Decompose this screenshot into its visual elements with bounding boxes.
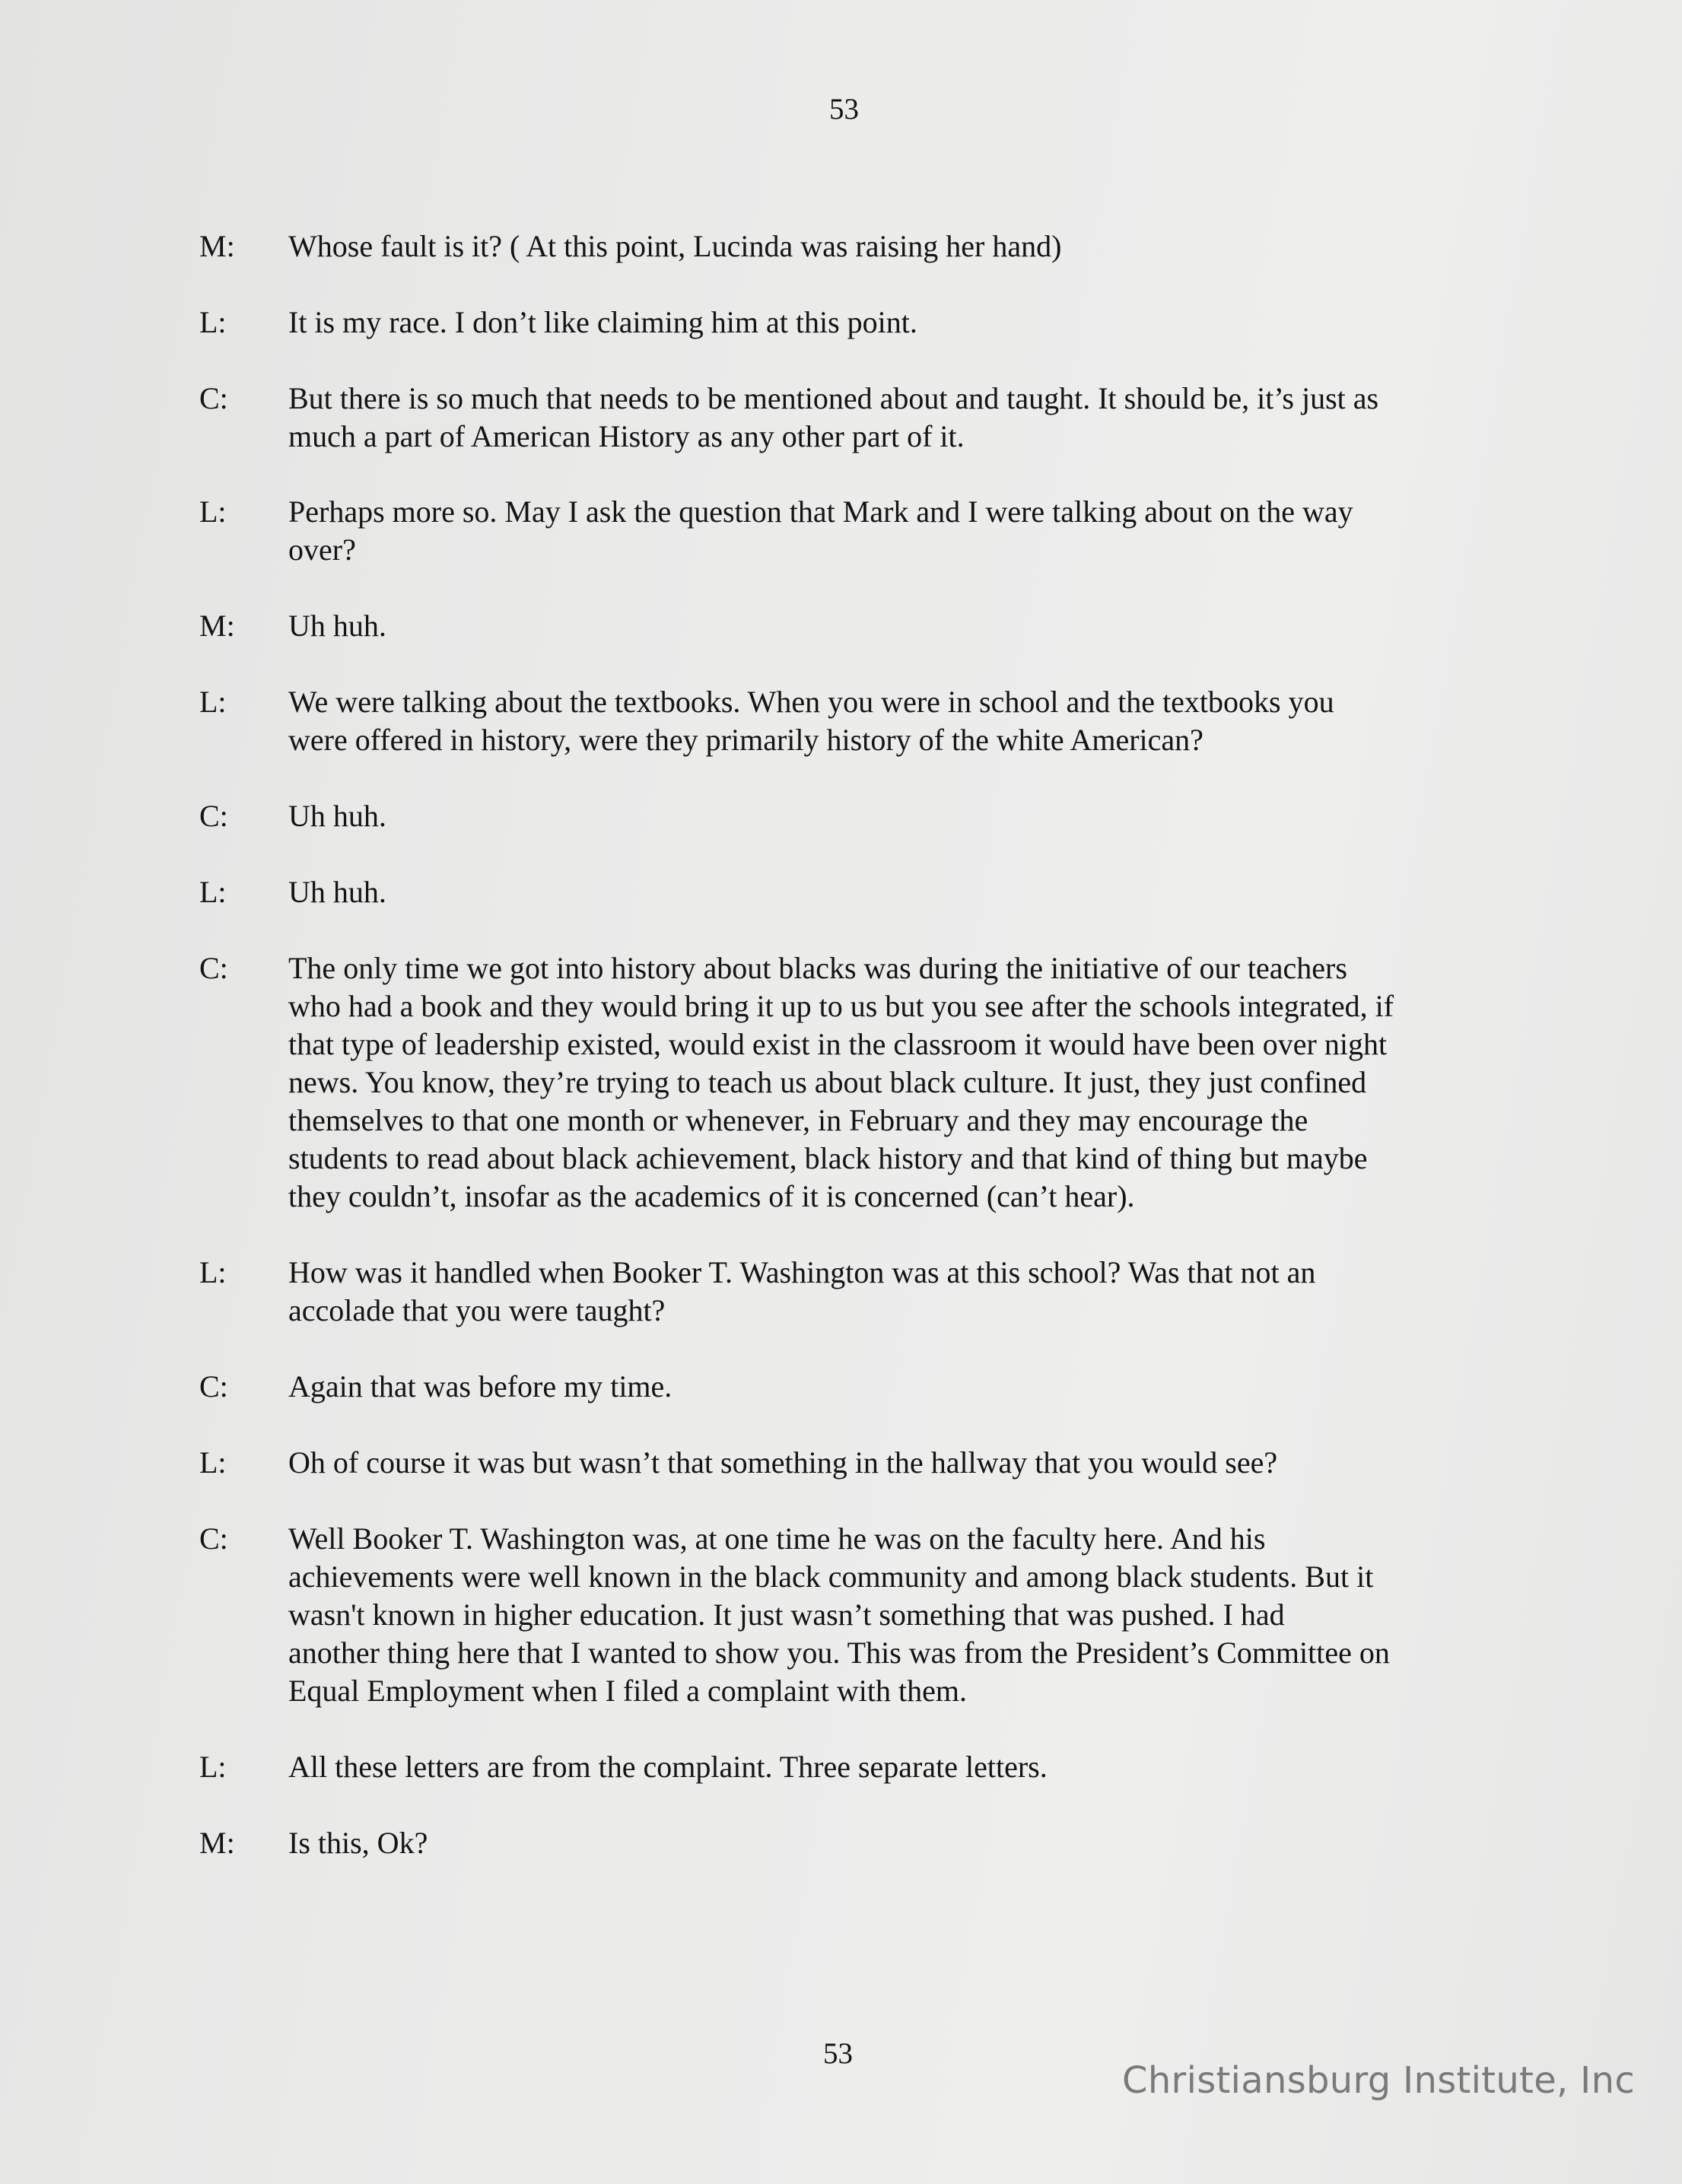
speaker-label: L: (199, 875, 227, 909)
utterance-line: wasn't known in higher education. It just wasn’t something that was pushed. I had (288, 1597, 1285, 1632)
utterance-text (288, 949, 1506, 1216)
transcript-entry (199, 304, 1508, 342)
utterance-text (288, 304, 1506, 342)
utterance-line: Uh huh. (288, 609, 386, 643)
utterance-line: We were talking about the textbooks. When you were in school and the textbooks you (288, 685, 1334, 719)
utterance-text (288, 1444, 1506, 1482)
utterance-line: Again that was before my time. (288, 1369, 672, 1404)
utterance-line: Well Booker T. Washington was, at one time he was on the faculty here. And his (288, 1521, 1266, 1556)
transcript-entry (199, 1368, 1508, 1406)
utterance-line: But there is so much that needs to be mentioned about and taught. It should be, it’s just as (288, 381, 1379, 415)
utterance-text (288, 493, 1506, 569)
speaker-label: C: (199, 381, 228, 415)
utterance-text (288, 227, 1506, 265)
utterance-line: Whose fault is it? ( At this point, Lucinda was raising her hand) (288, 229, 1062, 263)
transcript-entry (199, 797, 1508, 835)
utterance-line: they couldn’t, insofar as the academics of it is concerned (can’t hear). (288, 1179, 1135, 1213)
speaker-label: L: (199, 1445, 227, 1480)
utterance-line: another thing here that I wanted to show you. This was from the President’s Committee on (288, 1636, 1390, 1670)
speaker-label: M: (199, 1826, 235, 1860)
utterance-text (288, 873, 1506, 911)
utterance-text (288, 797, 1506, 835)
utterance-line: news. You know, they’re trying to teach us about black culture. It just, they just confined (288, 1065, 1367, 1099)
utterance-text (288, 1824, 1506, 1862)
utterance-line: Equal Employment when I filed a complaint with them. (288, 1674, 968, 1708)
utterance-text (288, 607, 1506, 645)
speaker-label: C: (199, 1369, 228, 1404)
utterance-line: were offered in history, were they primarily history of the white American? (288, 723, 1203, 757)
speaker-label: L: (199, 305, 227, 339)
page-number-bottom: 53 (823, 2037, 853, 2070)
transcript-entry (199, 683, 1508, 759)
page-number-top: 53 (829, 93, 859, 126)
speaker-label: C: (199, 951, 228, 985)
transcript-entry (199, 1824, 1508, 1862)
speaker-label: L: (199, 1750, 227, 1784)
utterance-line: over? (288, 532, 356, 567)
transcript-entry (199, 1254, 1508, 1330)
utterance-line: Uh huh. (288, 799, 386, 833)
utterance-text (288, 1254, 1506, 1330)
speaker-label: L: (199, 494, 227, 529)
utterance-line: that type of leadership existed, would exist in the classroom it would have been over night (288, 1027, 1388, 1061)
transcript-entry (199, 380, 1508, 456)
utterance-text (288, 1748, 1506, 1786)
transcript-entry (199, 1520, 1508, 1710)
utterance-line: Oh of course it was but wasn’t that something in the hallway that you would see? (288, 1445, 1278, 1480)
speaker-label: M: (199, 609, 235, 643)
speaker-label: M: (199, 229, 235, 263)
transcript-entry (199, 227, 1508, 265)
utterance-text (288, 1520, 1506, 1710)
utterance-line: accolade that you were taught? (288, 1293, 666, 1327)
transcript-entry (199, 607, 1508, 645)
utterance-line: much a part of American History as any other part of it. (288, 419, 965, 453)
utterance-line: Perhaps more so. May I ask the question that Mark and I were talking about on the way (288, 494, 1353, 529)
speaker-label: L: (199, 685, 227, 719)
utterance-line: All these letters are from the complaint. Three separate letters. (288, 1750, 1048, 1784)
transcript-entry (199, 493, 1508, 569)
transcript-entry (199, 1748, 1508, 1786)
utterance-line: students to read about black achievement, black history and that kind of thing but maybe (288, 1141, 1368, 1175)
utterance-text (288, 380, 1506, 456)
speaker-label: C: (199, 1521, 228, 1556)
utterance-line: Uh huh. (288, 875, 386, 909)
transcript-entry (199, 1444, 1508, 1482)
watermark-text: Christiansburg Institute, Inc (1122, 2059, 1636, 2102)
utterance-line: Is this, Ok? (288, 1826, 428, 1860)
utterance-line: themselves to that one month or whenever, in February and they may encourage the (288, 1103, 1308, 1137)
utterance-line: How was it handled when Booker T. Washington was at this school? Was that not an (288, 1255, 1316, 1289)
utterance-line: It is my race. I don’t like claiming him at this point. (288, 305, 917, 339)
speaker-label: C: (199, 799, 228, 833)
utterance-text (288, 1368, 1506, 1406)
speaker-label: L: (199, 1255, 227, 1289)
utterance-line: achievements were well known in the black community and among black students. But it (288, 1559, 1374, 1594)
utterance-line: who had a book and they would bring it up to us but you see after the schools integrated, if (288, 989, 1394, 1023)
transcript-entry (199, 873, 1508, 911)
utterance-line: The only time we got into history about blacks was during the initiative of our teachers (288, 951, 1347, 985)
transcript-entry (199, 949, 1508, 1216)
utterance-text (288, 683, 1506, 759)
